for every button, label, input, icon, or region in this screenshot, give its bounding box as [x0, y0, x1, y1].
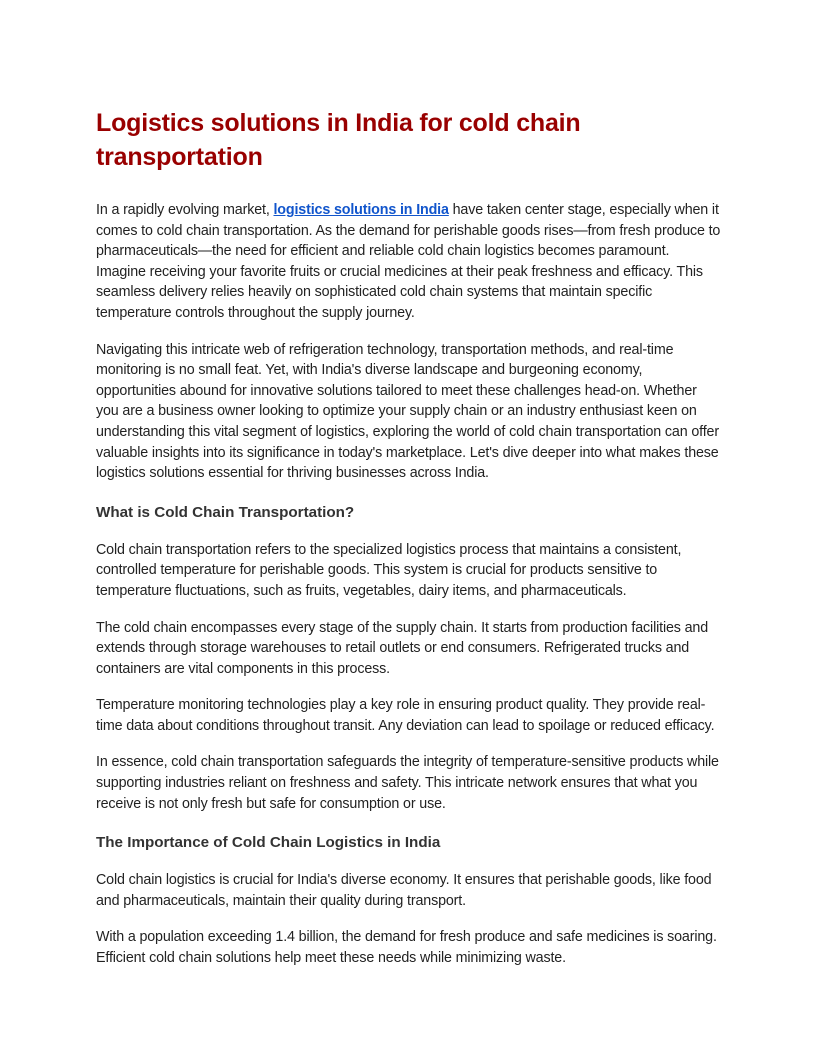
document-page	[96, 106, 722, 985]
section-heading-cold-chain-transportation: What is Cold Chain Transportation?	[96, 503, 355, 521]
section1-paragraph-2: The cold chain encompasses every stage of the supply chain. It starts from production facilities and extends through storage warehouses to retail outlets or end consumers. Refrigerated trucks and containers are vital components in this process.	[96, 619, 709, 677]
section2-paragraph-1: Cold chain logistics is crucial for India's diverse economy. It ensures that perishable goods, like food and pharmaceuticals, maintain their quality during transport.	[96, 872, 712, 909]
section1-paragraph-3: Temperature monitoring technologies play a key role in ensuring product quality. They provide real-time data about conditions throughout transit. Any deviation can lead to spoilage or reduced efficacy.	[96, 697, 715, 734]
document-title: Logistics solutions in India for cold chain transportation	[96, 109, 581, 171]
intro-text-after-link: have taken center stage, especially when it comes to cold chain transportation. As the demand for perishable goods rises—from fresh produce to pharmaceuticals—the need for efficient and reliable cold chain logistics becomes paramount. Imagine receiving your favorite fruits or crucial medicines at their peak freshness and efficacy. This seamless delivery relies heavily on sophisticated cold chain systems that maintain specific temperature controls throughout the supply journey.	[96, 202, 721, 321]
intro-text-before-link: In a rapidly evolving market,	[96, 202, 274, 218]
section1-paragraph-1: Cold chain transportation refers to the specialized logistics process that maintains a consistent, controlled temperature for perishable goods. This system is crucial for products sensitive to temperature fluctuations, such as fruits, vegetables, dairy items, and pharmaceuticals.	[96, 541, 682, 599]
section-heading-importance-cold-chain-india: The Importance of Cold Chain Logistics in India	[96, 834, 441, 852]
intro-paragraph	[96, 200, 722, 324]
logistics-solutions-link[interactable]: logistics solutions in India	[273, 202, 449, 218]
section1-paragraph-4: In essence, cold chain transportation safeguards the integrity of temperature-sensitive products while supporting industries reliant on freshness and safety. This intricate network ensures that what you receive is not only fresh but safe for consumption or use.	[96, 754, 719, 812]
intro-paragraph-2: Navigating this intricate web of refrigeration technology, transportation methods, and real-time monitoring is no small feat. Yet, with India's diverse landscape and burgeoning economy, opportunities abound for innovative solutions tailored to meet these challenges head-on. Whether you are a business owner looking to optimize your supply chain or an industry enthusiast keen on understanding this vital segment of logistics, exploring the world of cold chain transportation can offer valuable insights into its significance in today's marketplace. Let's dive deeper into what makes these logistics solutions essential for thriving businesses across India.	[96, 341, 719, 482]
section2-paragraph-2: With a population exceeding 1.4 billion, the demand for fresh produce and safe medicines is soaring. Efficient cold chain solutions help meet these needs while minimizing waste.	[96, 929, 717, 967]
